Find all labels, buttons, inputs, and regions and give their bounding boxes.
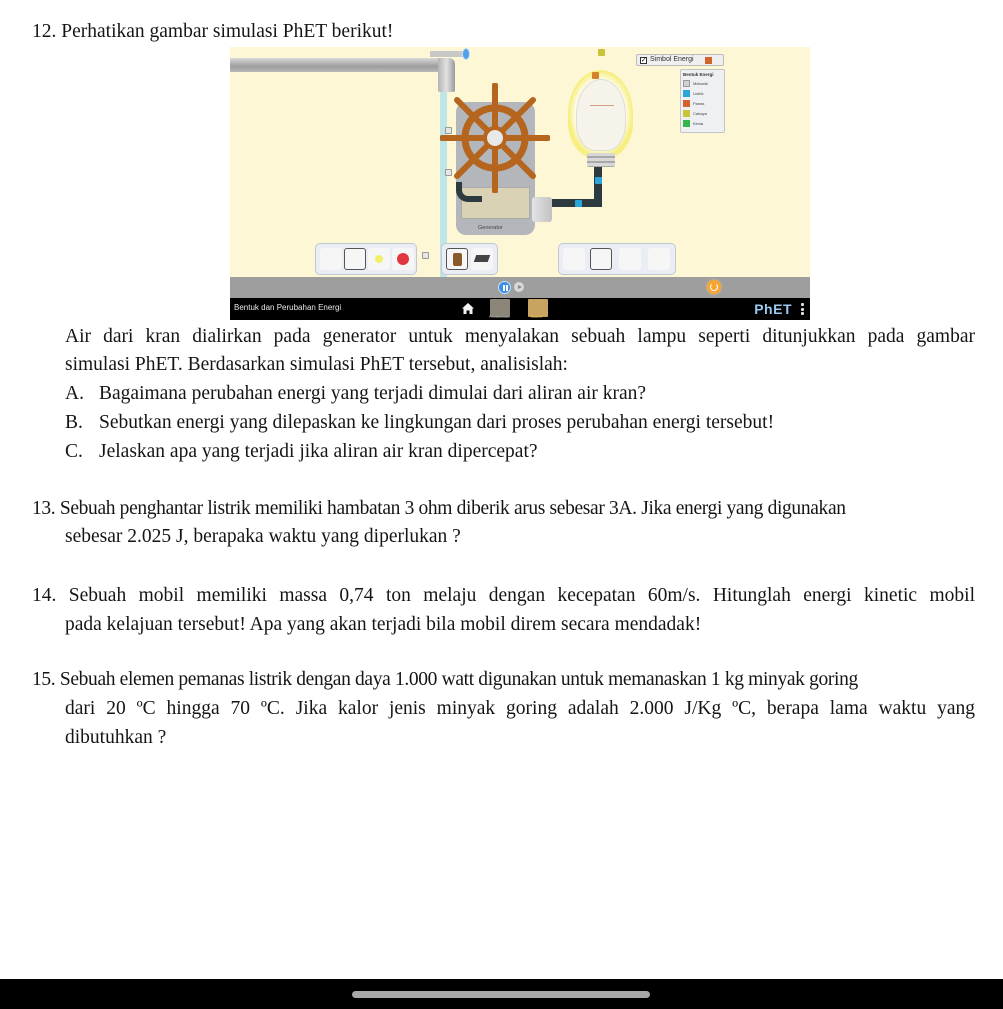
energy-converter-tray	[441, 243, 498, 275]
thermal-energy-chip-icon	[592, 72, 599, 79]
question-14-line-2: pada kelajuan tersebut! Apa yang akan terjadi bila mobil direm secara mendadak!	[65, 614, 702, 635]
energy-types-key: Bentuk Energi Mekanik Listrik Panas Cahaya Kimia	[680, 69, 725, 133]
question-12-item-b-letter: B.	[65, 412, 83, 433]
converter-solar-panel-button[interactable]	[471, 248, 493, 270]
generator-label: Generator	[478, 225, 503, 231]
faucet-top	[430, 51, 466, 57]
sim-control-bar	[230, 277, 810, 298]
energy-symbols-checkbox[interactable]: ✓	[641, 56, 647, 64]
user-fluorescent-bulb-button[interactable]	[619, 248, 641, 270]
question-15-line-2: dari 20 ºC hingga 70 ºC. Jika kalor jenis minyak goring adalah 2.000 J/Kg ºC, berapa lama waktu yang	[65, 698, 975, 719]
system-navigation-bar	[0, 979, 1003, 1009]
phet-navbar	[230, 298, 810, 320]
user-heater-button[interactable]	[648, 248, 670, 270]
energy-symbols-label: Simbol Energi	[650, 56, 694, 63]
light-energy-chip-icon	[598, 49, 605, 56]
question-12-body-line-1: Air dari kran dialirkan pada generator untuk menyalakan sebuah lampu seperti ditunjukkan pada gambar	[65, 326, 975, 347]
question-12-item-a-letter: A.	[65, 383, 84, 404]
phet-logo[interactable]: PhET	[754, 301, 792, 317]
energy-symbols-toggle[interactable]	[636, 54, 724, 66]
question-15-line-1: 15. Sebuah elemen pemanas listrik dengan daya 1.000 watt digunakan untuk memanaskan 1 kg minyak goring	[32, 669, 858, 690]
step-button[interactable]	[514, 282, 524, 292]
source-teapot-button[interactable]	[392, 248, 414, 270]
mechanical-energy-chip-icon	[422, 252, 429, 259]
bulb-base	[587, 153, 615, 167]
home-indicator[interactable]	[352, 991, 650, 998]
home-icon[interactable]	[462, 303, 474, 314]
screen-intro-label: Pendahuluan	[489, 315, 510, 319]
question-12-item-a-text: Bagaimana perubahan energi yang terjadi dimulai dari aliran air kran?	[99, 383, 647, 404]
water-wheel-icon	[440, 83, 550, 193]
pause-button[interactable]	[498, 281, 511, 294]
sim-title: Bentuk dan Perubahan Energi	[234, 303, 342, 312]
electric-energy-chip-icon	[595, 177, 602, 184]
phet-simulation-image	[230, 47, 810, 320]
phet-menu-icon[interactable]	[801, 303, 804, 315]
source-faucet-button[interactable]	[344, 248, 366, 270]
user-incandescent-bulb-button[interactable]	[590, 248, 612, 270]
question-12-item-b-text: Sebutkan energi yang dilepaskan ke lingkungan dari proses perubahan energi tersebut!	[99, 412, 775, 433]
faucet-pipe	[230, 58, 447, 72]
converter-generator-button[interactable]	[446, 248, 468, 270]
question-12-item-c-text: Jelaskan apa yang terjadi jika aliran air kran dipercepat?	[99, 441, 538, 462]
bulb-filament	[590, 105, 614, 110]
question-14-line-1: 14. Sebuah mobil memiliki massa 0,74 ton melaju dengan kecepatan 60m/s. Hitunglah energi kinetic mobil	[32, 585, 975, 606]
question-12-item-c-letter: C.	[65, 441, 83, 462]
source-bicycle-button[interactable]	[320, 248, 342, 270]
question-13-line-1: 13. Sebuah penghantar listrik memiliki hambatan 3 ohm diberik arus sebesar 3A. Jika energi yang digunakan	[32, 498, 846, 519]
energy-source-tray	[315, 243, 417, 275]
question-12-heading: 12. Perhatikan gambar simulasi PhET berikut!	[32, 21, 394, 42]
question-15-line-3: dibutuhkan ?	[65, 727, 167, 748]
question-13-line-2: sebesar 2.025 J, berapaka waktu yang diperlukan ?	[65, 526, 461, 547]
generator-coupler	[532, 197, 552, 222]
question-12-body-line-2: simulasi PhET. Berdasarkan simulasi PhET tersebut, analisislah:	[65, 354, 568, 375]
source-sun-button[interactable]	[368, 248, 390, 270]
energy-types-title: Bentuk Energi	[683, 72, 714, 77]
energy-symbol-chip-icon	[705, 57, 712, 64]
reset-all-button[interactable]	[707, 280, 721, 294]
screen-systems-label: Sistem	[531, 315, 542, 319]
energy-user-tray	[558, 243, 676, 275]
electric-energy-chip-icon	[575, 200, 582, 207]
faucet-knob-icon[interactable]	[462, 48, 470, 60]
user-fan-button[interactable]	[563, 248, 585, 270]
light-bulb-icon	[576, 79, 626, 151]
